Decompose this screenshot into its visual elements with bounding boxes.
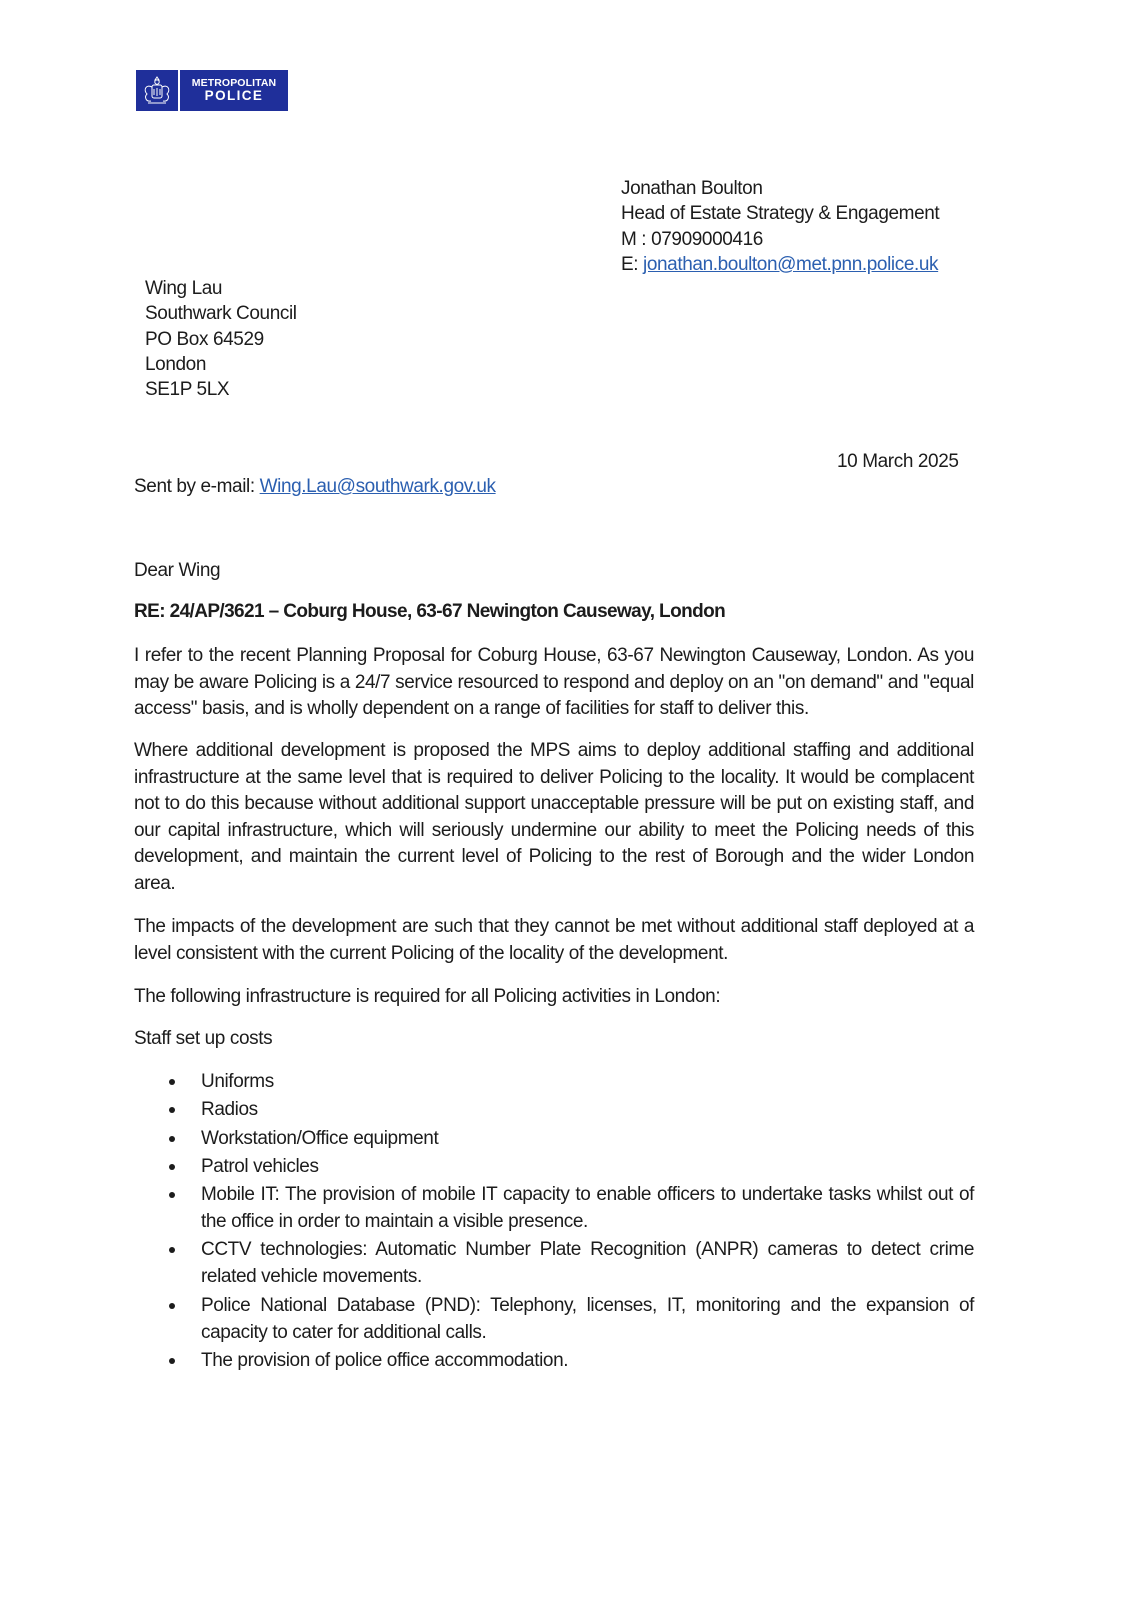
list-item <box>134 1153 974 1180</box>
bullet-icon <box>169 1164 175 1170</box>
logo-line-2: POLICE <box>204 87 264 103</box>
logo-line-1: METROPOLITAN <box>191 76 277 89</box>
metropolitan-police-logo <box>136 70 288 111</box>
recipient-line: SE1P 5LX <box>145 379 230 401</box>
list-item <box>134 1236 974 1290</box>
letter-date: 10 March 2025 <box>837 451 959 472</box>
list-item <box>134 1096 974 1123</box>
list-item-text: CCTV technologies: Automatic Number Plate Recognition (ANPR) cameras to detect crime related vehicle movements. <box>201 1239 974 1288</box>
list-item <box>134 1125 974 1152</box>
sender-email-line <box>621 252 939 277</box>
list-item-text: The provision of police office accommodation. <box>201 1350 569 1372</box>
list-item-text: Police National Database (PND): Telephony, licenses, IT, monitoring and the expansion of capacity to cater for additional calls. <box>201 1294 974 1343</box>
bullet-icon <box>169 1303 175 1309</box>
bullet-icon <box>169 1079 175 1085</box>
sender-name: Jonathan Boulton <box>621 178 763 199</box>
sent-by-email-line <box>134 476 496 498</box>
recipient-email-link[interactable]: Wing.Lau@southwark.gov.uk <box>259 476 496 497</box>
body-paragraph: The impacts of the development are such that they cannot be met without additional staff deployed at a level consistent with the current Policing of the locality of the development. <box>134 916 974 964</box>
sender-title: Head of Estate Strategy & Engagement <box>621 203 940 225</box>
subject-line: RE: 24/AP/3621 – Coburg House, 63-67 Newington Causeway, London <box>134 601 726 622</box>
bullet-icon <box>169 1136 175 1142</box>
bullet-icon <box>169 1358 175 1364</box>
list-item <box>134 1068 974 1095</box>
list-item-text: Uniforms <box>201 1071 274 1092</box>
recipient-line: Wing Lau <box>145 278 223 299</box>
body-paragraph: The following infrastructure is required for all Policing activities in London: <box>134 986 721 1007</box>
sent-by-prefix: Sent by e-mail: <box>134 476 260 497</box>
body-paragraph: I refer to the recent Planning Proposal for Coburg House, 63-67 Newington Causeway, London. As you may be aware Policing is a 24/7 service resourced to respond and deploy on an "on demand" and "equal access" basis, and is wholly dependent on a range of facilities for staff to deliver this. <box>134 645 974 720</box>
recipient-line: London <box>145 353 207 375</box>
sender-block <box>621 176 939 277</box>
recipient-address <box>145 276 297 402</box>
recipient-line: Southwark Council <box>145 303 297 325</box>
list-item-text: Workstation/Office equipment <box>201 1127 439 1149</box>
sender-email-link[interactable]: jonathan.boulton@met.pnn.police.uk <box>643 253 939 275</box>
bullet-icon <box>169 1107 175 1113</box>
infrastructure-list <box>134 1068 974 1375</box>
sender-mobile: M : 07909000416 <box>621 228 763 250</box>
list-item-text: Radios <box>201 1099 258 1121</box>
list-item-text: Mobile IT: The provision of mobile IT capacity to enable officers to undertake tasks whilst out of the office in order to maintain a visible presence. <box>201 1184 974 1233</box>
body-paragraph: Where additional development is proposed the MPS aims to deploy additional staffing and additional infrastructure at the same level that is required to deliver Policing to the locality. It would be complacent not to do this because without additional support unacceptable pressure will be put on existing staff, and our capital infrastructure, which will seriously undermine our ability to meet the Policing needs of this development, and maintain the current level of Policing to the rest of Borough and the wider London area. <box>134 740 974 894</box>
salutation: Dear Wing <box>134 560 221 581</box>
sender-email-prefix: E: <box>621 253 644 275</box>
list-item <box>134 1347 974 1374</box>
recipient-line: PO Box 64529 <box>145 328 264 350</box>
list-item <box>134 1292 974 1346</box>
bullet-icon <box>169 1247 175 1253</box>
bullet-icon <box>169 1192 175 1198</box>
logo-wordmark <box>180 70 288 111</box>
crest-icon <box>136 70 178 111</box>
list-item <box>134 1181 974 1235</box>
list-item-text: Patrol vehicles <box>201 1155 319 1177</box>
list-heading: Staff set up costs <box>134 1028 273 1049</box>
